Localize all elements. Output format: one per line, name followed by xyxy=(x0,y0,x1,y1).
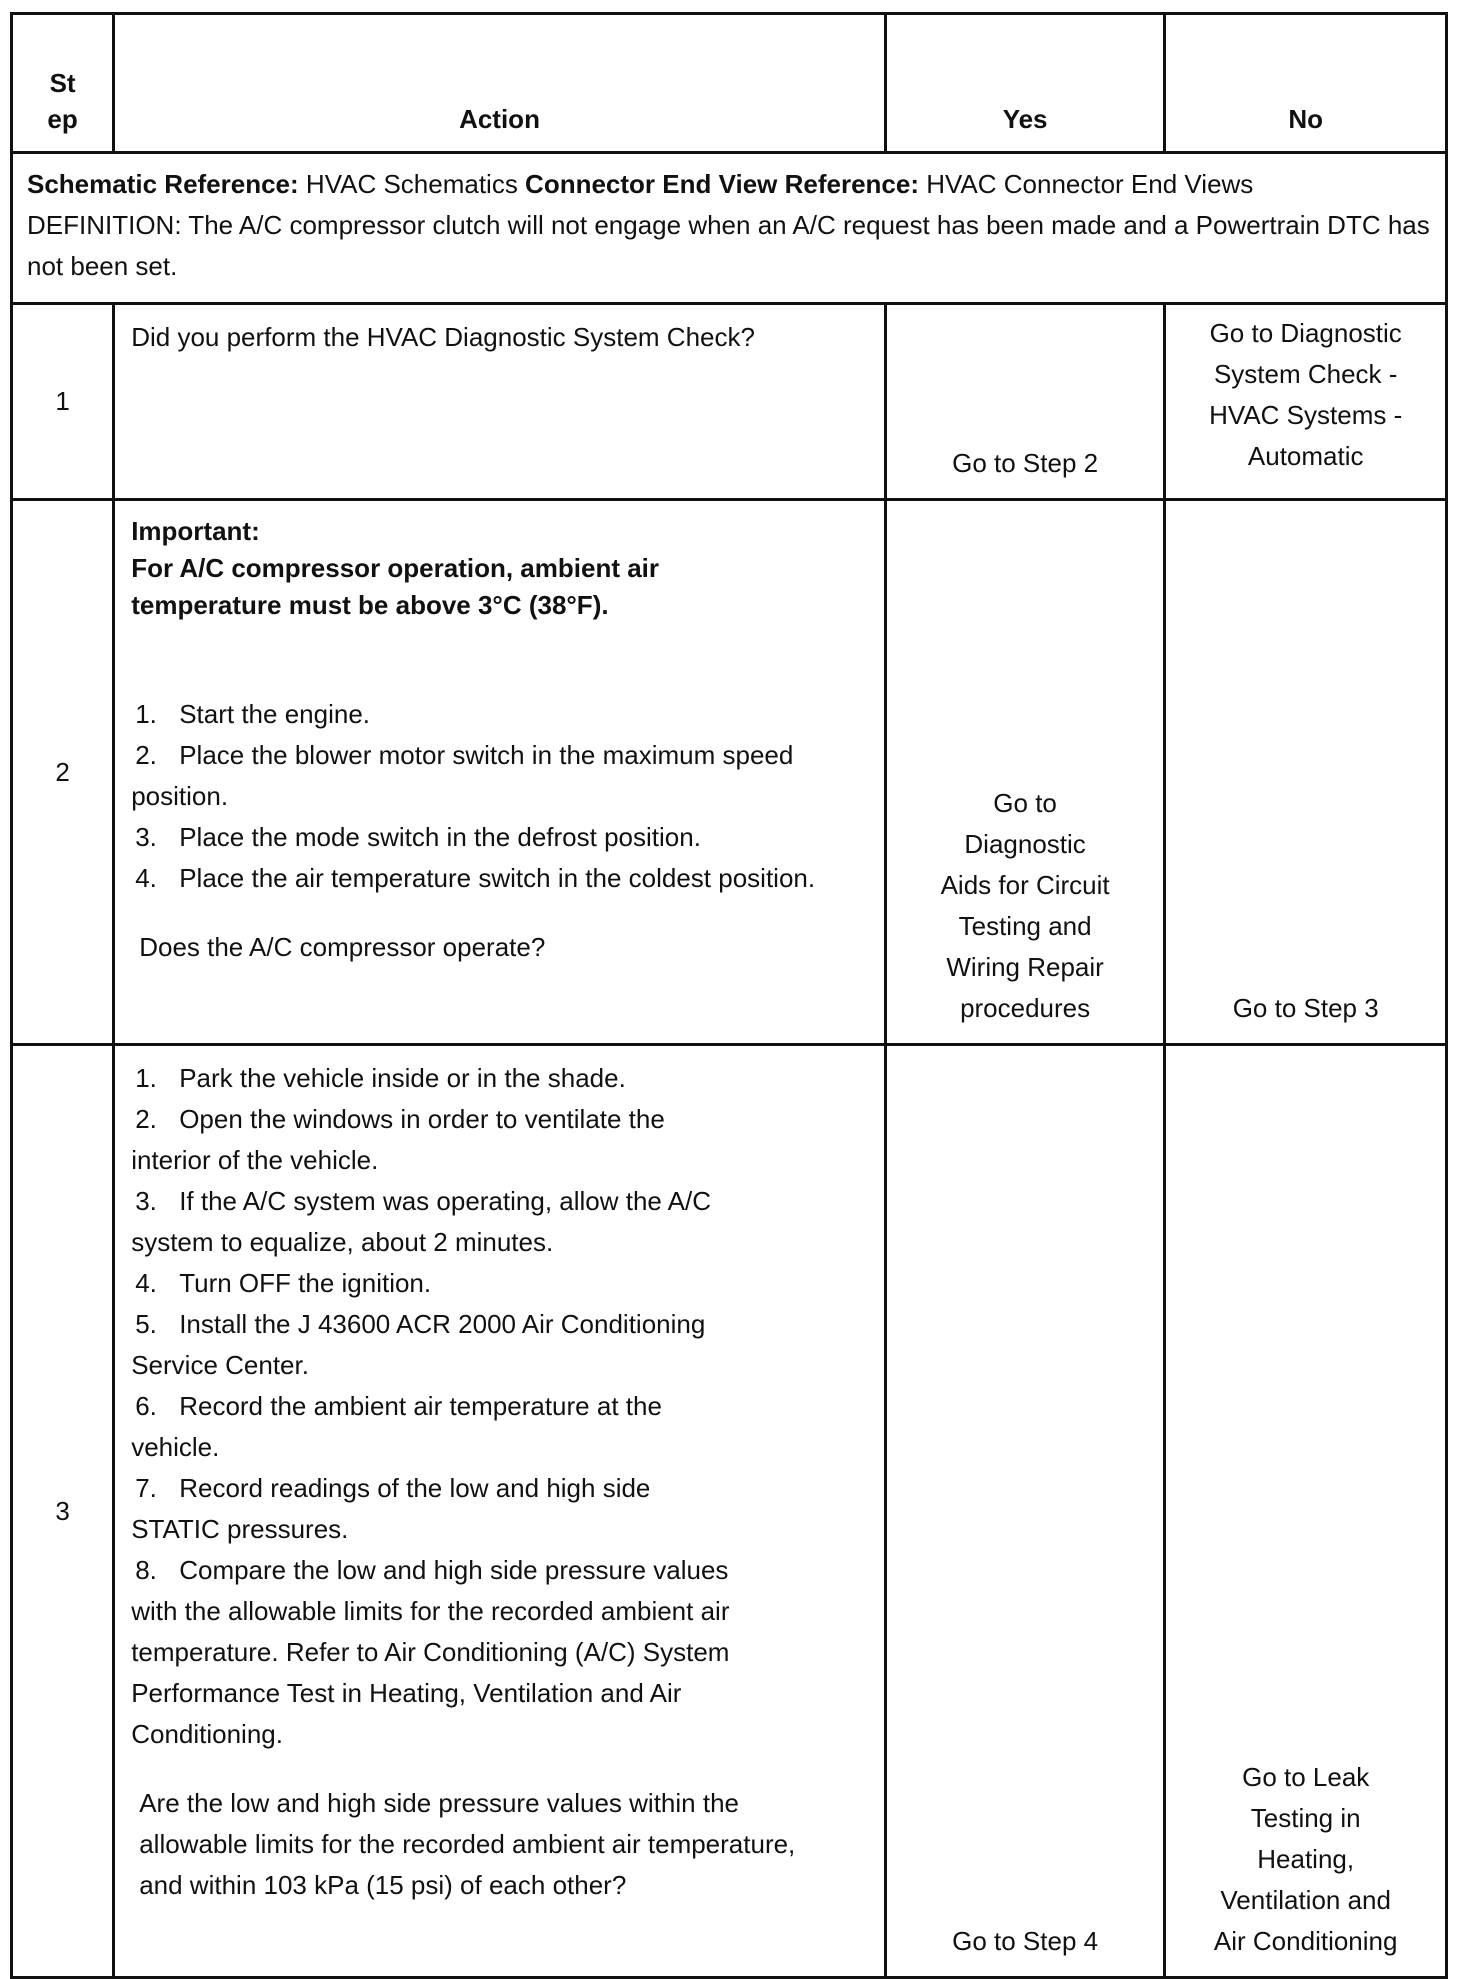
no-cell xyxy=(1165,500,1447,1045)
no-link[interactable]: Go to Diagnostic System Check - HVAC Systems - Automatic xyxy=(1209,318,1403,471)
header-step: St ep xyxy=(12,14,114,153)
no-link[interactable]: Go to Step 3 xyxy=(1232,993,1379,1023)
important-text: For A/C compressor operation, ambient air temperature must be above 3°C (38°F). xyxy=(131,553,660,620)
yes-link[interactable]: Go to Diagnostic Aids for Circuit Testing and Wiring Repair procedures xyxy=(940,788,1110,1023)
list-item: 4. Turn OFF the ignition. xyxy=(135,1268,432,1298)
header-action: Action xyxy=(114,14,886,153)
yes-link[interactable]: Go to Step 2 xyxy=(952,448,1099,478)
list-item: 6. Record the ambient air temperature at the vehicle. xyxy=(131,1391,662,1462)
list-item: 7. Record readings of the low and high side STATIC pressures. xyxy=(131,1473,651,1544)
connector-reference-link[interactable]: HVAC Connector End Views xyxy=(919,169,1254,199)
header-row xyxy=(12,14,1447,153)
step-number: 3 xyxy=(12,1045,114,1978)
list-item: 3. If the A/C system was operating, allow the A/C system to equalize, about 2 minutes. xyxy=(131,1186,712,1257)
list-item: 1. Park the vehicle inside or in the shade. xyxy=(135,1063,626,1093)
action-question: Does the A/C compressor operate? xyxy=(139,932,546,962)
yes-cell xyxy=(885,1045,1165,1978)
yes-link[interactable]: Go to Step 4 xyxy=(952,1926,1099,1956)
important-label: Important: xyxy=(131,516,260,546)
table-row xyxy=(12,1045,1447,1978)
table-row xyxy=(12,304,1447,500)
no-link[interactable]: Go to Leak Testing in Heating, Ventilation and Air Conditioning xyxy=(1213,1762,1398,1956)
step-number: 2 xyxy=(12,500,114,1045)
reference-cell xyxy=(12,153,1447,304)
list-item: 4. Place the air temperature switch in the coldest position. xyxy=(135,863,816,893)
header-yes: Yes xyxy=(885,14,1165,153)
no-cell xyxy=(1165,1045,1447,1978)
list-item: 5. Install the J 43600 ACR 2000 Air Conditioning Service Center. xyxy=(131,1309,706,1380)
yes-cell xyxy=(885,500,1165,1045)
definition-text: DEFINITION: The A/C compressor clutch will not engage when an A/C request has been made and a Powertrain DTC has not been set. xyxy=(27,210,1430,281)
action-question: Did you perform the HVAC Diagnostic System Check? xyxy=(131,322,755,352)
reference-row xyxy=(12,153,1447,304)
no-cell xyxy=(1165,304,1447,500)
list-item: 3. Place the mode switch in the defrost position. xyxy=(135,822,701,852)
action-cell xyxy=(114,1045,886,1978)
schematic-reference-label: Schematic Reference: xyxy=(27,169,299,199)
diagnostic-table xyxy=(10,12,1448,1979)
schematic-reference-link[interactable]: HVAC Schematics xyxy=(298,169,526,199)
action-question: Are the low and high side pressure values within the allowable limits for the recorded ambient air temperature, and within 103 kPa (15 psi) of each other? xyxy=(139,1788,796,1900)
header-no: No xyxy=(1165,14,1447,153)
list-item: 2. Open the windows in order to ventilate the interior of the vehicle. xyxy=(131,1104,665,1175)
table-row xyxy=(12,500,1447,1045)
list-item: 1. Start the engine. xyxy=(135,699,371,729)
list-item: 8. Compare the low and high side pressure values with the allowable limits for the recorded ambient air temperature. Refer to Air Conditioning (A/C) System Performance Test in Heating, Ventilation and Air Conditioning. xyxy=(131,1555,730,1749)
list-item: 2. Place the blower motor switch in the maximum speed position. xyxy=(131,740,794,811)
action-cell xyxy=(114,304,886,500)
step-number: 1 xyxy=(12,304,114,500)
action-cell xyxy=(114,500,886,1045)
yes-cell xyxy=(885,304,1165,500)
connector-reference-label: Connector End View Reference: xyxy=(525,169,919,199)
